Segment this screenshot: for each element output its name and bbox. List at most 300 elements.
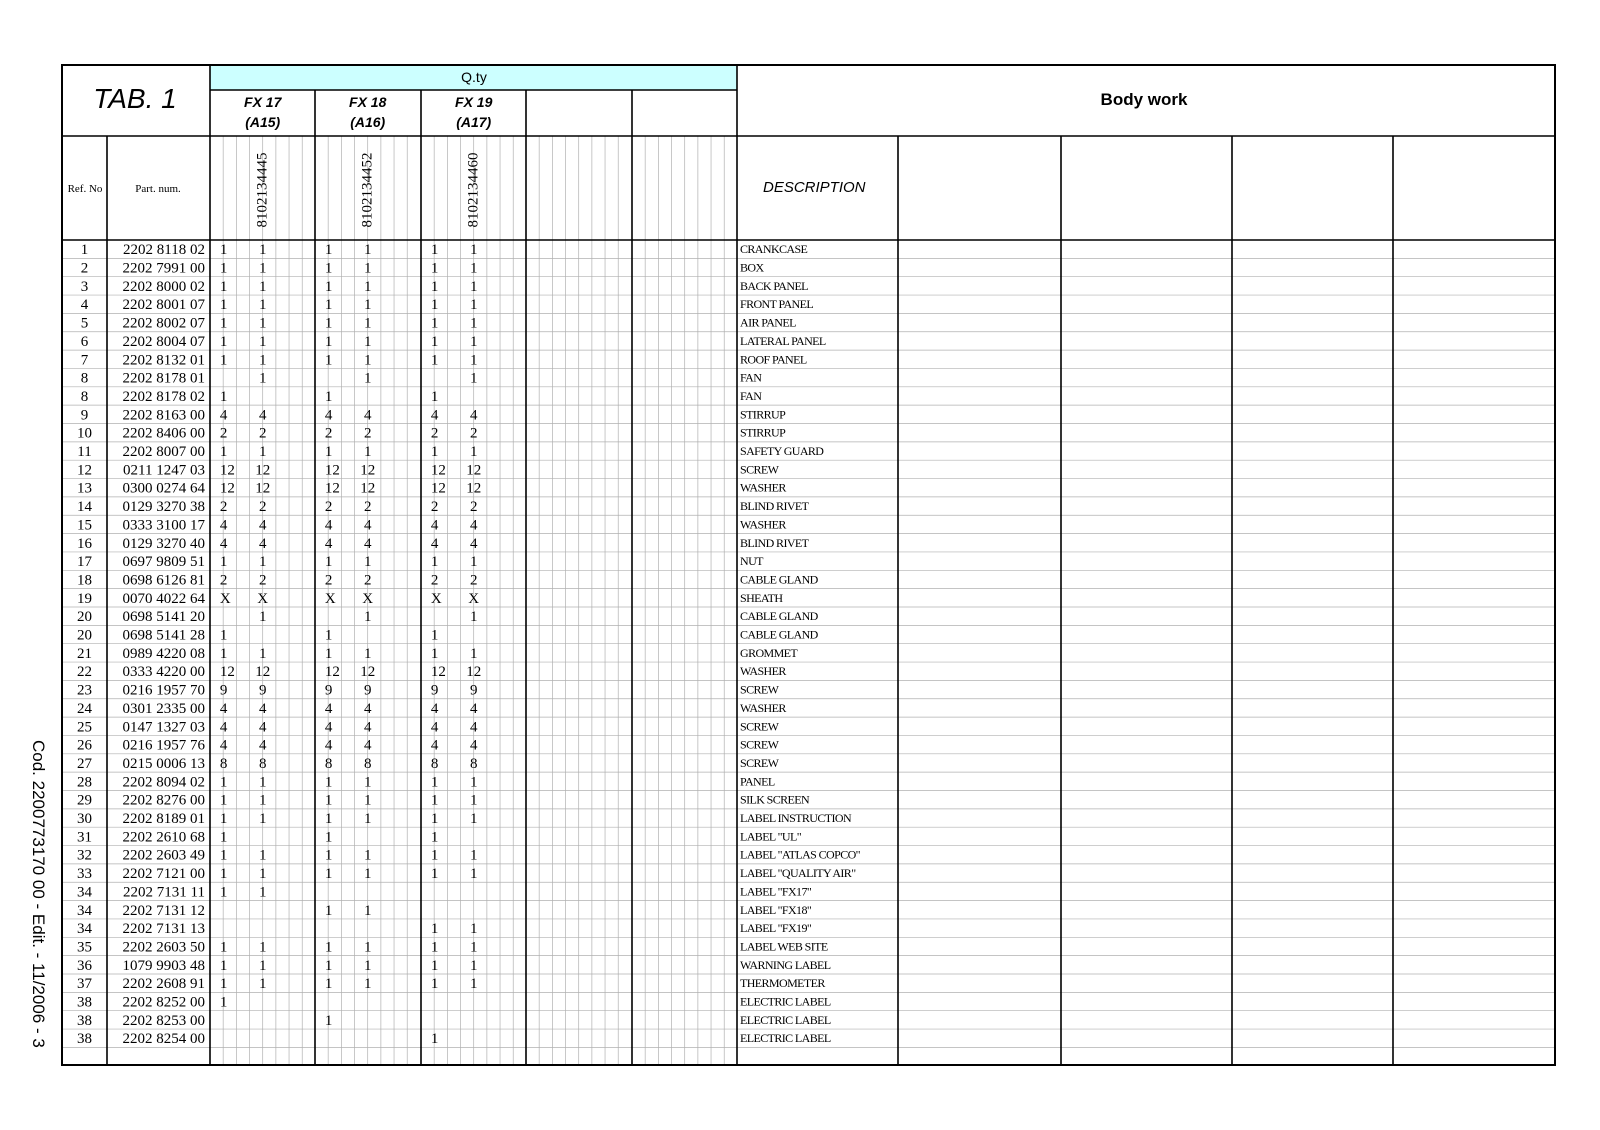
part-number: 0070 4022 64: [122, 590, 205, 607]
ref-no: 30: [77, 811, 92, 828]
qty-value: 1: [469, 921, 478, 938]
table-row: [81, 261, 765, 277]
qty-value: 1: [469, 645, 478, 662]
ref-no: 13: [77, 480, 92, 497]
qty-value: 4: [219, 535, 228, 552]
part-number: 2202 8007 00: [122, 444, 205, 461]
qty-value: 1: [324, 792, 333, 809]
qty-value: 1: [430, 792, 439, 809]
description: LABEL "FX19": [740, 921, 812, 936]
qty-value: 1: [219, 333, 228, 350]
table-row: [77, 1031, 831, 1047]
part-number: 2202 2608 91: [122, 976, 205, 993]
part-number: 0300 0274 64: [122, 480, 205, 497]
table-title: TAB. 1: [93, 83, 177, 114]
qty-value: 1: [363, 260, 372, 277]
qty-value: 1: [324, 939, 333, 956]
description: WASHER: [740, 700, 786, 715]
qty-value: 1: [324, 976, 333, 993]
qty-value: 1: [219, 884, 228, 901]
part-number: 2202 8178 02: [122, 388, 205, 405]
qty-value: 1: [430, 939, 439, 956]
qty-value: 1: [219, 260, 228, 277]
qty-value: 1: [430, 297, 439, 314]
qty-value: 1: [363, 939, 372, 956]
qty-value: 1: [324, 847, 333, 864]
qty-value: 1: [219, 829, 228, 846]
model-variant-code: 8102134460: [465, 152, 482, 228]
table-row: [81, 316, 796, 332]
qty-value: 4: [430, 407, 439, 424]
part-number: 2202 8001 07: [122, 297, 205, 314]
description: LABEL WEB SITE: [740, 939, 828, 954]
ref-no: 26: [77, 737, 92, 754]
qty-value: 4: [219, 407, 228, 424]
qty-value: 1: [469, 297, 478, 314]
ref-no: 38: [77, 994, 92, 1011]
qty-value: 1: [324, 1012, 333, 1029]
qty-value: 9: [324, 682, 333, 699]
qty-value: 1: [363, 866, 372, 883]
table-row: [77, 939, 828, 955]
qty-value: 4: [430, 719, 439, 736]
description: CRANKCASE: [740, 242, 808, 257]
description: FAN: [740, 370, 762, 385]
qty-value: 1: [430, 921, 439, 938]
qty-value: 4: [469, 407, 478, 424]
table-row: [77, 829, 802, 845]
qty-value: 4: [363, 737, 372, 754]
qty-value: 4: [219, 737, 228, 754]
qty-value: 1: [258, 333, 267, 350]
ref-no: 4: [80, 297, 89, 314]
qty-value: 1: [258, 554, 267, 571]
model-name: FX 19: [455, 94, 493, 110]
description: LABEL "ATLAS COPCO": [740, 847, 860, 862]
qty-value: 2: [324, 572, 333, 589]
qty-value: 1: [324, 260, 333, 277]
qty-value: 1: [219, 645, 228, 662]
qty-value: 1: [324, 829, 333, 846]
ref-no: 34: [77, 884, 92, 901]
model-headers: [244, 94, 493, 228]
qty-value: 1: [258, 260, 267, 277]
part-number: 0301 2335 00: [122, 700, 205, 717]
ref-no: 8: [80, 370, 89, 387]
qty-header: Q.ty: [461, 69, 487, 85]
qty-value: X: [324, 590, 336, 607]
qty-value: 1: [258, 645, 267, 662]
ref-no: 15: [77, 517, 92, 534]
qty-value: 1: [219, 278, 228, 295]
ref-no: 32: [77, 847, 92, 864]
description: STIRRUP: [740, 425, 786, 440]
table-row: [77, 866, 856, 882]
description: WASHER: [740, 664, 786, 679]
table-row: [77, 444, 824, 460]
part-number: 0129 3270 40: [122, 535, 205, 552]
qty-value: 2: [363, 572, 372, 589]
qty-value: 1: [363, 774, 372, 791]
qty-value: 12: [255, 480, 271, 497]
qty-value: 12: [324, 664, 340, 681]
qty-value: 1: [258, 774, 267, 791]
model-code: (A16): [350, 114, 386, 130]
qty-value: 12: [360, 462, 376, 479]
ref-no: 12: [77, 462, 92, 479]
qty-value: 1: [258, 297, 267, 314]
table-row: [77, 701, 786, 717]
qty-value: 4: [363, 407, 372, 424]
part-number: 0216 1957 76: [122, 737, 205, 754]
qty-value: 8: [363, 755, 372, 772]
qty-value: 4: [324, 719, 333, 736]
qty-value: 1: [363, 370, 372, 387]
ref-no: 29: [77, 792, 92, 809]
model-name: FX 18: [349, 94, 387, 110]
part-number: 2202 2603 50: [122, 939, 205, 956]
table-row: [81, 407, 786, 423]
qty-value: 4: [430, 737, 439, 754]
qty-value: 1: [469, 333, 478, 350]
qty-value: 12: [430, 664, 446, 681]
part-number: 2202 8118 02: [123, 242, 205, 259]
section-title: Body work: [1100, 90, 1188, 109]
part-number: 0216 1957 70: [122, 682, 205, 699]
qty-value: 1: [258, 444, 267, 461]
qty-value: 1: [219, 957, 228, 974]
qty-value: 1: [469, 976, 478, 993]
ref-no: 14: [77, 499, 92, 516]
qty-value: 1: [430, 645, 439, 662]
ref-no: 8: [80, 388, 89, 405]
qty-value: 1: [469, 370, 478, 387]
qty-value: 8: [469, 755, 478, 772]
qty-value: X: [430, 590, 442, 607]
qty-value: 1: [258, 609, 267, 626]
qty-value: 12: [360, 664, 376, 681]
qty-value: 1: [219, 866, 228, 883]
qty-value: 1: [258, 242, 267, 259]
table-row: [77, 976, 825, 992]
table-row: [81, 279, 808, 295]
qty-value: 1: [219, 994, 228, 1011]
description: ELECTRIC LABEL: [740, 1012, 831, 1027]
qty-value: 1: [324, 957, 333, 974]
qty-value: 4: [469, 700, 478, 717]
table-row: [81, 334, 826, 350]
qty-value: 1: [219, 297, 228, 314]
qty-value: 2: [324, 499, 333, 516]
ref-no: 31: [77, 829, 92, 846]
qty-value: 1: [430, 388, 439, 405]
qty-value: 1: [324, 811, 333, 828]
qty-value: 9: [219, 682, 228, 699]
description: WARNING LABEL: [740, 957, 831, 972]
qty-value: 1: [469, 847, 478, 864]
qty-value: 1: [363, 609, 372, 626]
qty-value: 1: [258, 370, 267, 387]
qty-value: 1: [430, 774, 439, 791]
qty-value: 1: [430, 278, 439, 295]
qty-value: 1: [219, 976, 228, 993]
qty-value: 1: [219, 774, 228, 791]
part-number: 2202 8094 02: [122, 774, 205, 791]
qty-value: 4: [363, 517, 372, 534]
qty-value: 1: [258, 352, 267, 369]
description: BLIND RIVET: [740, 499, 809, 514]
ref-no: 19: [77, 590, 92, 607]
qty-value: X: [257, 590, 269, 607]
qty-value: 12: [324, 480, 340, 497]
part-number: 0698 5141 20: [122, 609, 205, 626]
qty-value: 4: [430, 535, 439, 552]
part-number: 2202 7131 12: [122, 902, 205, 919]
qty-value: 1: [363, 645, 372, 662]
qty-value: 1: [324, 627, 333, 644]
qty-value: 1: [469, 444, 478, 461]
qty-value: 1: [258, 792, 267, 809]
ref-no: 3: [80, 278, 89, 295]
qty-value: 1: [324, 866, 333, 883]
qty-value: 4: [258, 407, 267, 424]
part-number: 2202 8276 00: [122, 792, 205, 809]
qty-value: 1: [219, 847, 228, 864]
qty-value: 1: [219, 242, 228, 259]
ref-no: 35: [77, 939, 92, 956]
table-row: [81, 242, 808, 258]
qty-value: 4: [363, 719, 372, 736]
qty-value: 1: [430, 242, 439, 259]
qty-value: 4: [324, 700, 333, 717]
qty-value: 1: [469, 811, 478, 828]
qty-value: 1: [324, 352, 333, 369]
part-number: 0698 5141 28: [122, 627, 205, 644]
model-name: FX 17: [244, 94, 282, 110]
description: WASHER: [740, 480, 786, 495]
qty-value: 4: [219, 719, 228, 736]
description: FAN: [740, 388, 762, 403]
qty-value: 4: [469, 517, 478, 534]
qty-value: 1: [430, 1031, 439, 1048]
part-number: 0697 9809 51: [122, 554, 205, 571]
ref-no: 17: [77, 554, 92, 571]
table-row: [77, 664, 786, 680]
ref-no: 20: [77, 609, 92, 626]
qty-value: 4: [324, 407, 333, 424]
table-row: [77, 884, 812, 900]
table-row: [77, 921, 812, 937]
ref-no: 7: [80, 352, 89, 369]
qty-value: 8: [219, 755, 228, 772]
qty-value: 1: [363, 792, 372, 809]
part-number: 2202 8132 01: [122, 352, 205, 369]
ref-no: 22: [77, 664, 92, 681]
table-row: [77, 628, 819, 644]
qty-value: 1: [430, 444, 439, 461]
table-body: [77, 242, 861, 1047]
part-number: 2202 2603 49: [122, 847, 205, 864]
part-number: 2202 8189 01: [122, 811, 205, 828]
qty-value: 1: [324, 297, 333, 314]
description: ELECTRIC LABEL: [740, 994, 831, 1009]
ref-no: 1: [80, 242, 89, 259]
table-row: [77, 756, 780, 772]
qty-value: 1: [430, 829, 439, 846]
model-code: (A17): [456, 114, 492, 130]
ref-no: 34: [77, 921, 92, 938]
qty-value: 4: [258, 700, 267, 717]
description: LABEL "UL": [740, 829, 802, 844]
qty-value: 1: [363, 902, 372, 919]
qty-value: 1: [469, 278, 478, 295]
qty-value: 12: [466, 664, 482, 681]
qty-value: 1: [430, 315, 439, 332]
description: WASHER: [740, 517, 786, 532]
description: SHEATH: [740, 590, 783, 605]
qty-value: 1: [469, 352, 478, 369]
qty-value: 1: [363, 957, 372, 974]
qty-value: 1: [430, 957, 439, 974]
qty-value: 12: [219, 480, 235, 497]
part-number: 2202 8406 00: [122, 425, 205, 442]
model-code: (A15): [245, 114, 281, 130]
description: STIRRUP: [740, 407, 786, 422]
col-partnum-header: Part. num.: [135, 183, 181, 195]
qty-value: 1: [363, 242, 372, 259]
ref-no: 27: [77, 755, 92, 772]
table-row: [77, 774, 775, 790]
part-number: 2202 7991 00: [122, 260, 205, 277]
qty-value: 1: [430, 627, 439, 644]
qty-value: 9: [469, 682, 478, 699]
part-number: 0698 6126 81: [122, 572, 205, 589]
part-number: 0989 4220 08: [122, 645, 205, 662]
qty-value: 4: [324, 517, 333, 534]
table-row: [77, 848, 861, 864]
qty-value: 1: [469, 957, 478, 974]
description: ROOF PANEL: [740, 352, 807, 367]
part-number: 0333 3100 17: [122, 517, 205, 534]
description: SCREW: [740, 755, 779, 770]
table-row: [77, 958, 831, 974]
ref-no: 36: [77, 957, 92, 974]
qty-value: 1: [219, 444, 228, 461]
description: CABLE GLAND: [740, 572, 818, 587]
description: LATERAL PANEL: [740, 333, 826, 348]
ref-no: 34: [77, 902, 92, 919]
qty-value: 1: [363, 976, 372, 993]
qty-value: 1: [363, 297, 372, 314]
qty-value: 2: [324, 425, 333, 442]
qty-value: 1: [363, 278, 372, 295]
col-description-header: DESCRIPTION: [763, 179, 866, 196]
qty-value: 4: [430, 700, 439, 717]
description: AIR PANEL: [740, 315, 796, 330]
qty-value: 12: [430, 462, 446, 479]
qty-value: 4: [324, 737, 333, 754]
table-row: [77, 536, 810, 552]
qty-value: 1: [430, 333, 439, 350]
qty-value: 2: [219, 425, 228, 442]
qty-value: 1: [430, 976, 439, 993]
ref-no: 38: [77, 1031, 92, 1048]
model-variant-code: 8102134445: [254, 152, 271, 228]
part-number: 2202 8178 01: [122, 370, 205, 387]
table-row: [77, 903, 812, 919]
part-number: 2202 2610 68: [122, 829, 205, 846]
qty-value: X: [362, 590, 374, 607]
qty-value: 1: [363, 333, 372, 350]
qty-value: 1: [430, 811, 439, 828]
description: BOX: [740, 260, 764, 275]
qty-value: 2: [219, 499, 228, 516]
description: LABEL "FX18": [740, 902, 812, 917]
description: BACK PANEL: [740, 278, 808, 293]
qty-value: 4: [430, 517, 439, 534]
qty-value: 2: [430, 572, 439, 589]
part-number: 2202 8004 07: [122, 333, 205, 350]
qty-value: 12: [360, 480, 376, 497]
qty-value: 4: [258, 535, 267, 552]
qty-value: 1: [324, 242, 333, 259]
qty-value: 1: [219, 627, 228, 644]
ref-no: 24: [77, 700, 92, 717]
qty-value: X: [219, 590, 231, 607]
qty-value: 4: [258, 517, 267, 534]
description: SCREW: [740, 682, 779, 697]
table-row: [77, 426, 786, 442]
ref-no: 16: [77, 535, 92, 552]
qty-value: 1: [363, 444, 372, 461]
description: NUT: [740, 554, 763, 569]
qty-value: 1: [469, 866, 478, 883]
qty-value: X: [468, 590, 480, 607]
qty-value: 1: [363, 847, 372, 864]
part-number: 2202 7121 00: [122, 866, 205, 883]
qty-value: 1: [430, 260, 439, 277]
ref-no: 38: [77, 1012, 92, 1029]
table-row: [77, 719, 780, 735]
qty-value: 2: [469, 499, 478, 516]
part-number: 2202 8254 00: [122, 1031, 205, 1048]
table-row: [77, 793, 810, 809]
qty-value: 12: [466, 462, 482, 479]
ref-no: 37: [77, 976, 92, 993]
description: CABLE GLAND: [740, 609, 818, 624]
qty-value: 1: [219, 388, 228, 405]
qty-value: 1: [324, 444, 333, 461]
qty-value: 1: [324, 333, 333, 350]
part-number: 0129 3270 38: [122, 499, 205, 516]
qty-value: 2: [363, 425, 372, 442]
qty-value: 9: [258, 682, 267, 699]
qty-value: 1: [258, 278, 267, 295]
qty-value: 2: [430, 499, 439, 516]
part-number: 1079 9903 48: [122, 957, 205, 974]
description: SCREW: [740, 719, 779, 734]
qty-value: 1: [324, 774, 333, 791]
qty-value: 12: [219, 664, 235, 681]
description: ELECTRIC LABEL: [740, 1031, 831, 1046]
description: LABEL INSTRUCTION: [740, 811, 852, 826]
qty-value: 1: [469, 242, 478, 259]
qty-value: 8: [430, 755, 439, 772]
description: PANEL: [740, 774, 775, 789]
qty-value: 1: [469, 939, 478, 956]
qty-value: 1: [430, 866, 439, 883]
qty-value: 4: [324, 535, 333, 552]
